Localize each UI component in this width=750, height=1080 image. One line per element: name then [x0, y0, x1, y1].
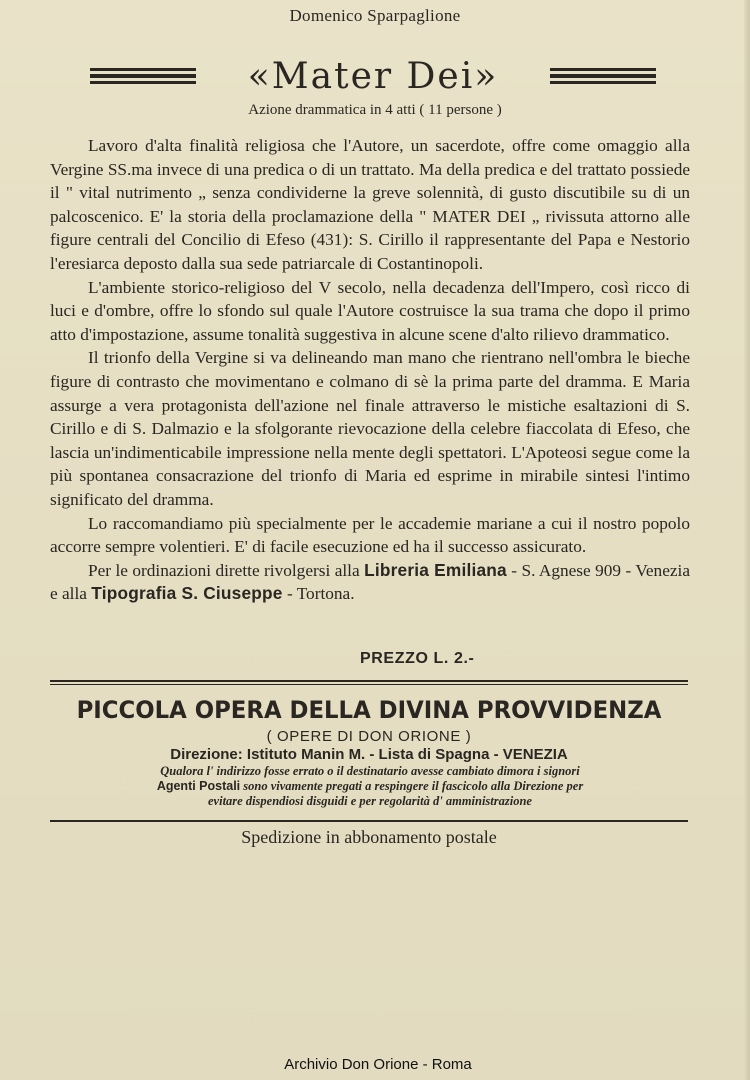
description-paragraph-4: Lo raccomandiamo più specialmente per le accademie mariane a cui il nostro popolo accorre sempre volentieri. E' di facile esecuzione ed ha il successo assicurato.	[50, 513, 690, 557]
postal-subscription: Spedizione in abbonamento postale	[241, 827, 497, 847]
description-paragraph-1: Lavoro d'alta finalità religiosa che l'Autore, un sacerdote, offre come omaggio alla Vergine SS.ma invece di una predica o di un trattato. Ma della predica e del trattato possiede il " vital nutrimento „ senza condividerne la greve solennità, di gusto discutibile su di un palcoscenico. E' la storia della proclamazione della " MATER DEI „ rivissuta attorno alle figure centrali del Concilio di Efeso (431): S. Cirillo il rappresentante del Papa e Nestorio l'eresiarca deposto dalla sua sede patriarcale di Costantinopoli.	[50, 136, 690, 273]
postal-notice	[60, 764, 680, 809]
shop-tipografia: Tipografia S. Ciuseppe	[91, 583, 283, 604]
title-rule-right	[550, 68, 656, 84]
notice-line-3: evitare dispendiosi disguidi e per regolarità d' amministrazione	[208, 794, 532, 808]
title-row	[90, 56, 656, 98]
shop-libreria-emiliana: Libreria Emiliana	[364, 559, 507, 580]
ordering-intro: Per le ordinazioni dirette rivolgersi alla	[88, 560, 360, 580]
ordering-paragraph	[50, 559, 690, 606]
play-title: «Mater Dei»	[247, 56, 499, 97]
page-edge	[744, 0, 750, 1080]
notice-line-1: Qualora l' indirizzo fosse errato o il destinatario avesse cambiato dimora i signori	[160, 764, 580, 778]
price: PREZZO L. 2.-	[360, 650, 475, 667]
author-name: Domenico Sparpaglione	[289, 6, 461, 25]
ordering-address-2: - Tortona.	[286, 584, 355, 604]
description-paragraph-2: L'ambiente storico-religioso del V secolo, nella decadenza dell'Impero, così ricco di luci e d'ombre, offre lo sfondo sul quale l'Autore costruisce la sua trama che dopo il primo atto d'impostazione, assume tonalità suggestiva in alcune scene d'alto rilievo drammatico.	[50, 277, 690, 344]
bottom-divider	[50, 820, 688, 822]
publisher-name: PICCOLA OPERA DELLA DIVINA PROVVIDENZA	[76, 696, 662, 724]
title-rule-left	[90, 68, 196, 84]
publisher-direction: Direzione: Istituto Manin M. - Lista di Spagna - VENEZIA	[170, 746, 568, 763]
notice-agents: Agenti Postali	[156, 779, 241, 793]
play-subtitle: Azione drammatica in 4 atti ( 11 persone )	[248, 102, 502, 118]
publisher-subname: ( OPERE DI DON ORIONE )	[266, 728, 472, 745]
section-divider	[50, 680, 688, 685]
ordering-address-1: - S. Agnese 909 - Venezia e alla	[50, 560, 691, 604]
archive-credit: Archivio Don Orione - Roma	[284, 1056, 472, 1073]
description-body	[50, 134, 690, 606]
description-paragraph-3: Il trionfo della Vergine si va delineando man mano che rientrano nell'ombra le bieche figure di contrasto che movimentano e colmano di sè la prima parte del dramma. E Maria assurge a vera protagonista dell'azione nel finale attraverso le mistiche esaltazioni di S. Cirillo e di S. Dalmazio e la sfolgorante rievocazione della celebre fiaccolata di Efeso, che lascia un'indimenticabile impressione nella mente degli spettatori. L'Apoteosi segue come la più spontanea consacrazione del trionfo di Maria ed esprime in mirabile sintesi l'intimo significato del dramma.	[50, 348, 690, 509]
notice-line-2	[60, 779, 680, 794]
notice-line-2-text: sono vivamente pregati a respingere il fascicolo alla Direzione per	[243, 779, 584, 793]
